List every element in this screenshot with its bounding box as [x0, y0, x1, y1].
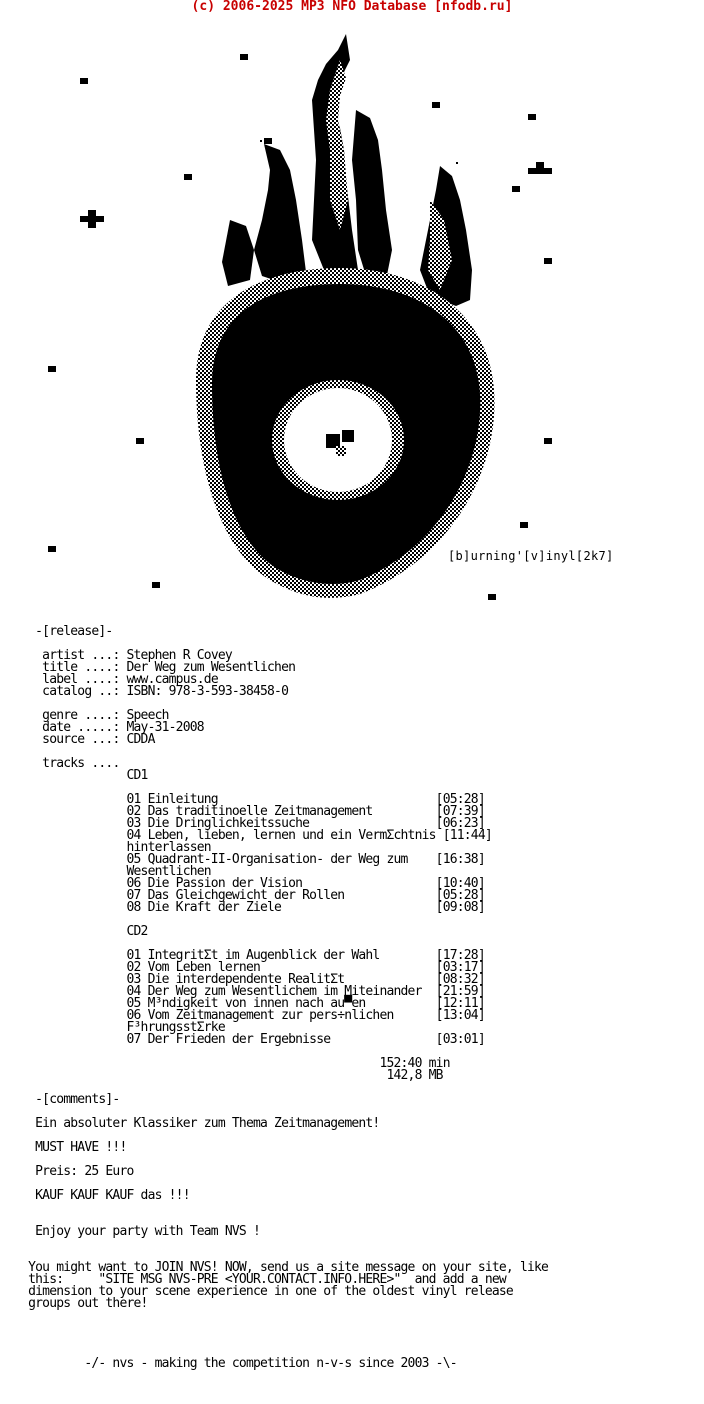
- track-time: [08:32]: [435, 972, 485, 987]
- track-title: 01 Einleitung: [126, 792, 218, 807]
- field-title: title ....: Der Weg zum Wesentlichen: [42, 660, 296, 675]
- field-label: label ....: www.campus.de: [42, 672, 218, 687]
- track-title: 07 Das Gleichgewicht der Rollen: [126, 888, 345, 903]
- track-time: [13:04]: [435, 1008, 485, 1023]
- disc-heading: CD2: [126, 924, 148, 939]
- field-artist: artist ...: Stephen R Covey: [42, 648, 232, 663]
- track-title-cont: Wesentlichen: [126, 864, 211, 879]
- track-title: 02 Vom Leben lernen: [126, 960, 260, 975]
- track-title: 05 Quadrant-II-Organisation- der Weg zum: [126, 852, 408, 867]
- tracks-label: tracks ....: [42, 756, 120, 771]
- track-time: [03:01]: [435, 1032, 485, 1047]
- art-flames: [222, 34, 472, 306]
- track-time: [21:59]: [435, 984, 485, 999]
- track-time: [10:40]: [435, 876, 485, 891]
- burning-vinyl-art: [0, 20, 704, 610]
- comment-line: MUST HAVE !!!: [35, 1140, 127, 1155]
- track-row: [0, 1034, 548, 1046]
- track-title: 01 IntegritΣt im Augenblick der Wahl: [126, 948, 380, 963]
- track-row: [0, 902, 548, 914]
- total-size: 142,8 MB: [386, 1068, 443, 1083]
- field-genre: genre ....: Speech: [42, 708, 169, 723]
- comments-heading: -[comments]-: [35, 1092, 120, 1107]
- release-heading: -[release]-: [35, 624, 113, 639]
- comment-line: Preis: 25 Euro: [35, 1164, 134, 1179]
- track-title-cont: F³hrungsstΣrke: [126, 1020, 225, 1035]
- track-title: 07 Der Frieden der Ergebnisse: [126, 1032, 331, 1047]
- track-time: [07:39]: [435, 804, 485, 819]
- track-title: 08 Die Kraft der Ziele: [126, 900, 282, 915]
- track-time: [05:28]: [435, 888, 485, 903]
- track-title-cont: hinterlassen: [126, 840, 211, 855]
- track-title: 06 Vom Zeitmanagement zur pers÷nlichen: [126, 1008, 394, 1023]
- track-time: [06:23]: [435, 816, 485, 831]
- join-line: You might want to JOIN NVS! NOW, send us a site message on your site, like: [28, 1260, 549, 1275]
- comment-line: Ein absoluter Klassiker zum Thema Zeitmanagement!: [35, 1116, 380, 1131]
- track-time: [17:28]: [435, 948, 485, 963]
- comment-line: KAUF KAUF KAUF das !!!: [35, 1188, 190, 1203]
- tagline: -/- nvs - making the competition n-v-s since 2003 -\-: [84, 1356, 457, 1371]
- track-time: [12:11]: [435, 996, 485, 1011]
- site-header[interactable]: [0, 0, 704, 13]
- total-time: 152:40 min: [379, 1056, 450, 1071]
- disc-heading: CD1: [126, 768, 148, 783]
- field-catalog: catalog ..: ISBN: 978-3-593-38458-0: [42, 684, 289, 699]
- art-signature: [b]urning'[v]inyl[2k7]: [448, 549, 614, 563]
- track-title: 02 Das traditinoelle Zeitmanagement: [126, 804, 373, 819]
- track-title: 04 Der Weg zum Wesentlichem im Miteinander: [126, 984, 422, 999]
- enjoy-line: Enjoy your party with Team NVS !: [35, 1224, 260, 1239]
- site-header-link[interactable]: (c) 2006-2025 MP3 NFO Database [nfodb.ru]: [191, 0, 513, 14]
- join-line: this: "SITE MSG NVS-PRE <YOUR.CONTACT.INFO.HERE>" and add a new: [28, 1272, 506, 1287]
- field-date: date .....: May-31-2008: [42, 720, 204, 735]
- tracklist: [0, 770, 548, 1046]
- track-title: 06 Die Passion der Vision: [126, 876, 303, 891]
- track-title: 04 Leben, lieben, lernen und ein VermΣchtnis: [126, 828, 436, 843]
- track-title: 03 Die interdependente RealitΣt: [126, 972, 345, 987]
- track-title: 03 Die Dringlichkeitssuche: [126, 816, 310, 831]
- track-time: [05:28]: [435, 792, 485, 807]
- track-time: [03:17]: [435, 960, 485, 975]
- track-time: [16:38]: [435, 852, 485, 867]
- track-time: [09:08]: [435, 900, 485, 915]
- join-line: dimension to your scene experience in one of the oldest vinyl release: [28, 1284, 513, 1299]
- nfo-body: [0, 626, 548, 1370]
- join-line: groups out there!: [28, 1296, 148, 1311]
- field-source: source ...: CDDA: [42, 732, 155, 747]
- track-time: [11:44]: [442, 828, 492, 843]
- track-title: 05 M³ndigkeit von innen nach au▀en: [126, 996, 366, 1011]
